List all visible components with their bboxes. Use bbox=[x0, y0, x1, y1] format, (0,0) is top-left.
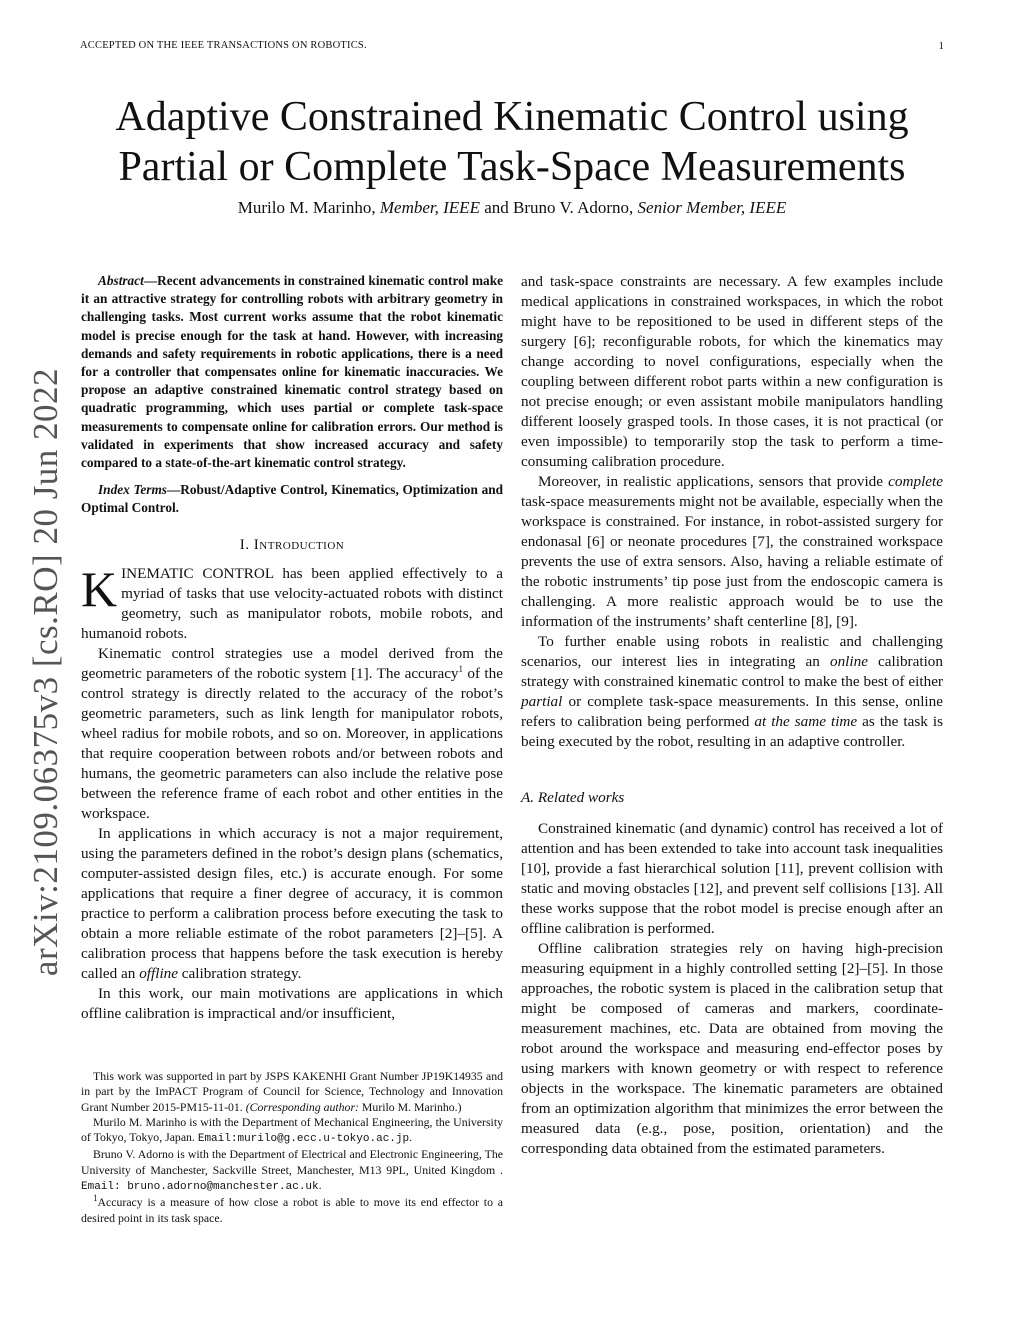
abstract bbox=[81, 272, 503, 472]
section-number: I. bbox=[239, 536, 250, 553]
title-line-1: Adaptive Constrained Kinematic Control using bbox=[115, 94, 909, 140]
right-paragraph-3 bbox=[521, 632, 943, 752]
right-p3d: as the task is being executed by the robot, resulting in an adaptive controller. bbox=[521, 713, 943, 750]
right-paragraph-5: Offline calibration strategies rely on having high-precision measuring equipment in a highly controlled setting [2]–[5]. In those approaches, the robotic system is placed in the calibration setup that might be composed of cameras and markers, coordinate-measurement machines, etc. Data are obtained from moving the robot around the workspace and measuring end-effector poses by using markers with known geometry or with respect to reference objects in the workspace. The kinematic parameters are obtained from an optimization algorithm that minimizes the error between the measured data (e.g., pose, position, orientation) and the corresponding data obtained from the estimated parameters. bbox=[521, 940, 943, 1157]
right-column bbox=[521, 272, 943, 1159]
right-p2b: task-space measurements might not be available, especially when the workspace is constrained. For instance, in robot-assisted surgery for endonasal [6] or neonate procedures [7], the constrained workspace prevents the use of extra sensors. Also, having a reliable estimate of the robotic instruments’ tip pose just from the endoscopic camera is challenging. A more realistic approach would be to use the information of the instruments’ shaft centerline [8], [9]. bbox=[521, 493, 943, 630]
right-p3b: calibration strategy with constrained kinematic control to make the best of either bbox=[521, 653, 943, 690]
author-2-role: Senior Member, IEEE bbox=[637, 198, 787, 217]
right-p3c: or complete task-space measurements. In this sense, online refers to calibration being performed bbox=[521, 693, 943, 730]
left-column bbox=[81, 272, 503, 1024]
footnote-ref-1: 1 bbox=[458, 663, 464, 674]
footnote-author-1-text: Murilo M. Marinho is with the Department of Mechanical Engineering, the University of Tokyo, Tokyo, Japan. bbox=[81, 1114, 503, 1145]
author-2: Bruno V. Adorno, bbox=[513, 198, 634, 217]
right-p2-em: complete bbox=[888, 473, 943, 490]
footnote-accuracy bbox=[81, 1195, 503, 1226]
arxiv-stamp: arXiv:2109.06375v3 [cs.RO] 20 Jun 2022 bbox=[26, 367, 65, 977]
right-paragraph-2 bbox=[521, 472, 943, 632]
intro-p3-em: offline bbox=[139, 964, 178, 982]
index-terms bbox=[81, 481, 503, 517]
footnotes bbox=[81, 1069, 503, 1226]
author-1-email[interactable]: Email:murilo@g.ecc.u-tokyo.ac.jp bbox=[197, 1133, 410, 1146]
index-terms-label: Index Terms bbox=[98, 482, 167, 498]
drop-cap: K bbox=[81, 560, 118, 617]
right-p3-em2: partial bbox=[521, 693, 563, 710]
page-number: 1 bbox=[938, 40, 944, 52]
right-paragraph-1: and task-space constraints are necessary. A few examples include medical applications in constrained workspaces, in which the robot might have to be repositioned to be used in different steps of the surgery [6]; reconfigurable robots, for which the kinematics may change according to novel configurations, especially when the coupling between different robot parts within a new configuration is not precise enough; or even assistant mobile manipulators handling different loosely grasped tools. In those cases, it is not practical (or even impossible) to temporarily stop the task to perform a time-consuming calibration procedure. bbox=[521, 273, 943, 470]
footnote-funding-a: This work was supported in part by JSPS KAKENHI Grant Number JP19K14935 and in part by the ImPACT Program of Council for Science, Technology and Innovation Grant Number 2015-PM15-11-01. bbox=[81, 1069, 503, 1114]
footnote-author-2-text: Bruno V. Adorno is with the Department of Electrical and Electronic Engineering, The University of Manchester, Sackville Street, Manchester, M13 9PL, United Kingdom . bbox=[81, 1147, 503, 1177]
author-1: Murilo M. Marinho, bbox=[237, 198, 376, 217]
intro-p2b: of the control strategy is directly related to the accuracy of the robot’s geometric parameters, such as link length for manipulator robots, wheel radius for mobile robots, and so on. Moreover, in applications that require cooperation between robots and/or between robots and humans, the geometric parameters can also include the relative pose between the reference frame of each robot and other entities in the workspace. bbox=[81, 664, 503, 822]
intro-paragraph-1 bbox=[81, 560, 503, 644]
abstract-label: Abstract bbox=[98, 273, 144, 288]
intro-p3a: In applications in which accuracy is not a major requirement, using the parameters defined in the robot’s design plans (schematics, computer-assisted design files, etc.) is accurate enough. For some applications that require a finer degree of accuracy, it is common practice to perform a calibration process before executing the task to obtain a more reliable estimate of the robot parameters [2]–[5]. A calibration process that happens before the task execution is hereby called an bbox=[81, 824, 503, 982]
footnote-accuracy-mark: 1 bbox=[93, 1193, 98, 1204]
abstract-text: —Recent advancements in constrained kinematic control make it an attractive strategy for controlling robots with arbitrary geometry in challenging tasks. Most current works assume that the robot kinematic model is precise enough for the task at hand. However, with increasing demands and safety requirements in robotic applications, there is a need for a controller that compensates online for kinematic inaccuracies. We propose an adaptive constrained kinematic control strategy based on quadratic programming, which uses partial or complete task-space measurements to compensate online for calibration errors. Our method is validated in experiments that show increased accuracy and safety compared to a state-of-the-art kinematic control strategy. bbox=[81, 273, 503, 471]
footnote-author-1-end: . bbox=[409, 1130, 413, 1145]
right-p3a: To further enable using robots in realistic and challenging scenarios, our interest lies in integrating an bbox=[521, 633, 943, 670]
index-terms-text: —Robust/Adaptive Control, Kinematics, Optimization and Optimal Control. bbox=[81, 482, 504, 516]
paper-title bbox=[80, 92, 944, 192]
author-2-email[interactable]: Email: bruno.adorno@manchester.ac.uk bbox=[81, 1181, 319, 1194]
intro-p1-text: INEMATIC CONTROL has been applied effectively to a myriad of tasks that use velocity-actuated robots with distinct geometry, such as manipulator robots, mobile robots, and humanoid robots. bbox=[81, 564, 503, 642]
intro-paragraph-2 bbox=[81, 644, 503, 824]
author-and: and bbox=[484, 198, 509, 217]
section-title: Introduction bbox=[253, 536, 345, 553]
footnote-funding bbox=[81, 1069, 503, 1115]
footnote-author-2-end: . bbox=[318, 1178, 322, 1193]
footnote-accuracy-text: Accuracy is a measure of how close a robot is able to move its end effector to a desired point in its task space. bbox=[81, 1195, 503, 1225]
right-p3-em3: at the same time bbox=[754, 713, 858, 730]
subsection-heading: A. Related works bbox=[521, 789, 625, 806]
right-p2a: Moreover, in realistic applications, sensors that provide bbox=[538, 473, 889, 490]
right-p3-em1: online bbox=[829, 653, 868, 670]
section-heading bbox=[81, 535, 503, 555]
title-line-2: Partial or Complete Task-Space Measurements bbox=[118, 144, 906, 190]
footnote-funding-b: Murilo M. Marinho.) bbox=[358, 1099, 462, 1114]
intro-p3b: calibration strategy. bbox=[178, 964, 302, 982]
intro-p2a: Kinematic control strategies use a model derived from the geometric parameters of the robotic system [1]. The accuracy bbox=[81, 644, 503, 682]
author-1-role: Member, IEEE bbox=[379, 198, 480, 217]
footnote-author-1 bbox=[81, 1115, 503, 1148]
footnote-author-2 bbox=[81, 1147, 503, 1195]
right-paragraph-4: Constrained kinematic (and dynamic) control has received a lot of attention and has been extended to take into account task inequalities [10], provide a fast hierarchical solution [11], prevent collision with static and moving obstacles [12], and prevent self collisions [13]. All these works suppose that the robot model is precise enough after an offline calibration is performed. bbox=[521, 820, 943, 937]
running-header: ACCEPTED ON THE IEEE TRANSACTIONS ON ROBOTICS. bbox=[80, 40, 367, 51]
footnote-funding-em: (Corresponding author: bbox=[245, 1099, 359, 1114]
intro-paragraph-4: In this work, our main motivations are applications in which offline calibration is impractical and/or insufficient, bbox=[81, 984, 503, 1022]
author-list bbox=[80, 198, 944, 218]
intro-paragraph-3 bbox=[81, 824, 503, 984]
